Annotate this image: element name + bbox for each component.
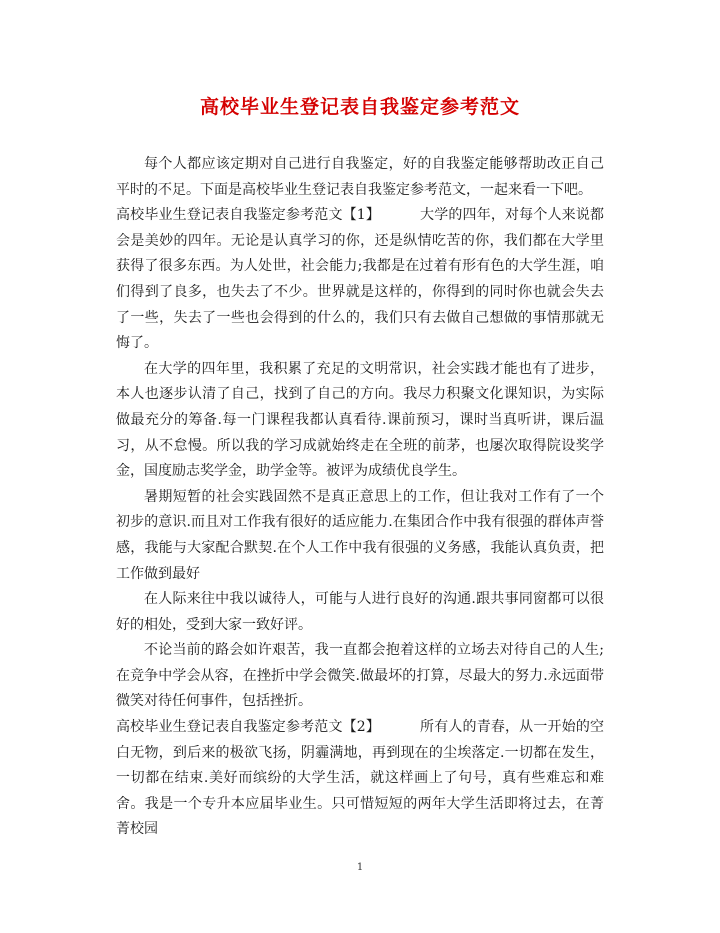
page-number: 1 — [356, 862, 364, 873]
body-paragraph: 不论当前的路会如许艰苦，我一直都会抱着这样的立场去对待自己的人生;在竞争中学会从容，在挫折中学会微笑.做最坏的打算，尽最大的努力.永远面带微笑对待任何事件，包括挫折。 — [116, 642, 604, 710]
document-body — [116, 152, 604, 843]
intro-paragraph: 每个人都应该定期对自己进行自我鉴定，好的自我鉴定能够帮助改正自己平时的不足。下面是高校毕业生登记表自我鉴定参考范文，一起来看一下吧。 — [116, 156, 604, 198]
section-2-heading: 高校毕业生登记表自我鉴定参考范文【2】 — [116, 719, 381, 736]
body-paragraph: 在大学的四年里，我积累了充足的文明常识，社会实践才能也有了进步，本人也逐步认清了自己，找到了自己的方向。我尽力积聚文化课知识，为实际做最充分的筹备.每一门课程我都认真看待.课前预习，课时当真听讲，课后温习，从不怠慢。所以我的学习成就始终走在全班的前茅，也屡次取得院设奖学金，国度励志奖学金，助学金等。被评为成绩优良学生。 — [116, 360, 604, 480]
body-paragraph: 在人际来往中我以诚待人，可能与人进行良好的沟通.跟共事同窗都可以很好的相处，受到大家一致好评。 — [116, 591, 604, 633]
section-1-heading: 高校毕业生登记表自我鉴定参考范文【1】 — [116, 207, 381, 224]
section-1-lead-text: 大学的四年，对每个人来说都会是美妙的四年。无论是认真学习的你，还是纵情吃苦的你，我们都在大学里获得了很多东西。为人处世，社会能力;我都是在过着有形有色的大学生涯，咱们得到了良多，也失去了不少。世界就是这样的，你得到的同时你也就会失去了一些，失去了一些也会得到的什么的，我们只有去做自己想做的事情那就无悔了。 — [116, 207, 605, 352]
section-2-lead-text: 所有人的青春，从一开始的空白无物，到后来的极欲飞扬，阴霾满地，再到现在的尘埃落定.一切都在发生，一切都在结束.美好而缤纷的大学生活，就这样画上了句号，真有些难忘和难舍。我是一个专升本应届毕业生。只可惜短短的两年大学生活即将过去，在菁菁校园 — [116, 719, 605, 838]
body-paragraph: 暑期短暂的社会实践固然不是真正意思上的工作，但让我对工作有了一个初步的意识.而且对工作我有很好的适应能力.在集团合作中我有很强的群体声誉感，我能与大家配合默契.在个人工作中我有很强的义务感，我能认真负责，把工作做到最好 — [116, 488, 604, 582]
section-2 — [116, 715, 604, 843]
document-title: 高校毕业生登记表自我鉴定参考范文 — [199, 96, 520, 118]
section-1 — [116, 203, 604, 357]
